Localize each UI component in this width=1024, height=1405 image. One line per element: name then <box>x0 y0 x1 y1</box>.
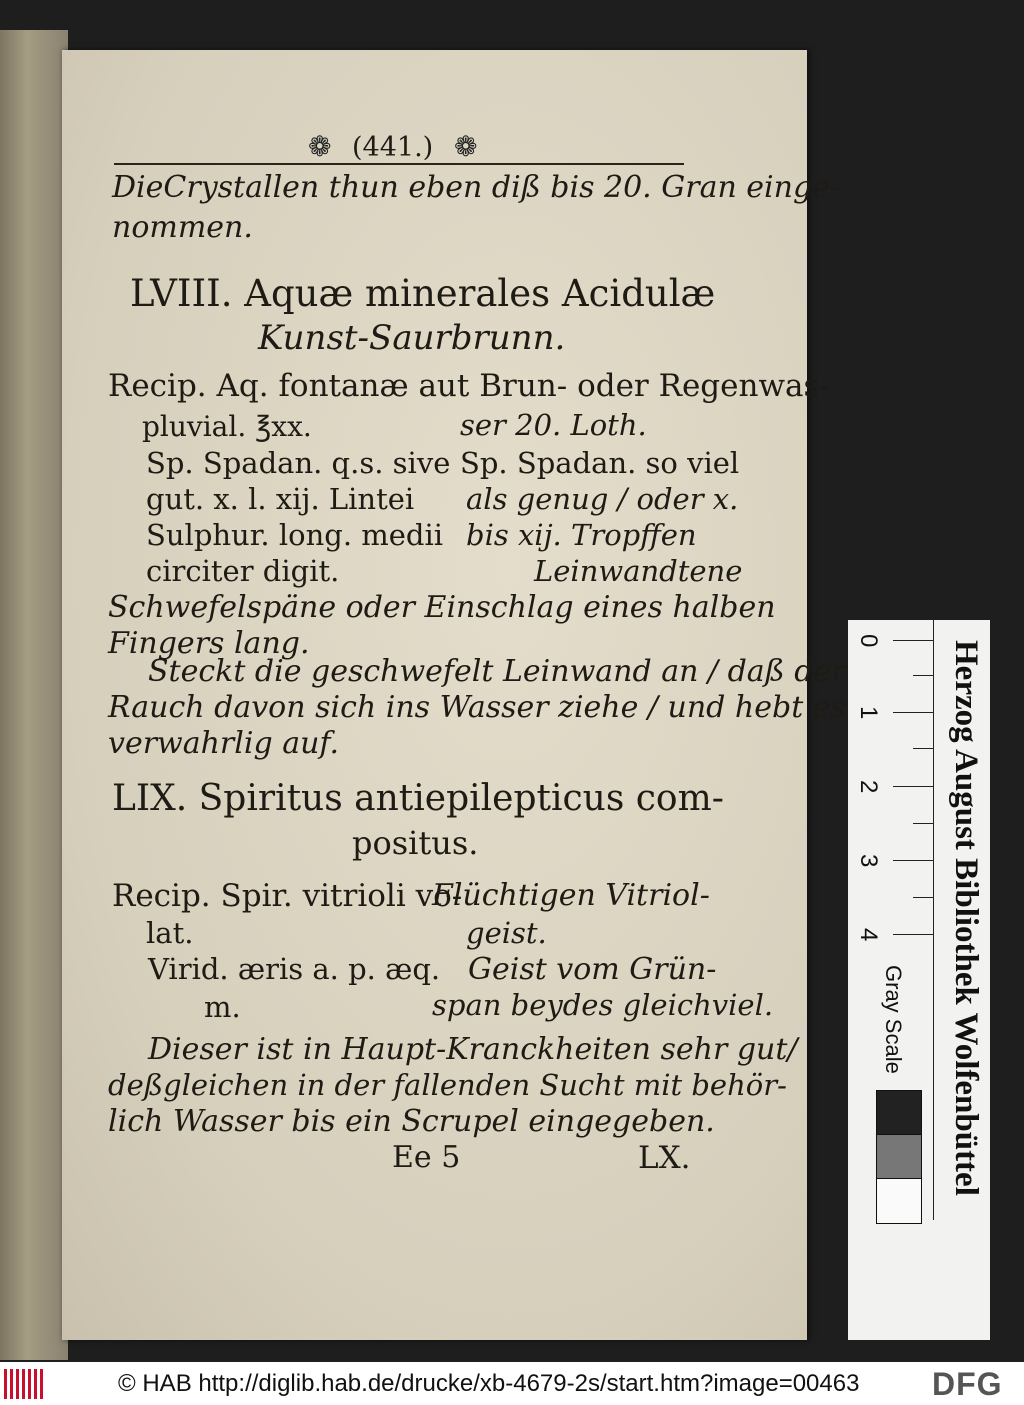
centimeter-ruler <box>848 620 934 1220</box>
ruler-number: 4 <box>855 928 882 942</box>
paragraph-line: Steckt die geschwefelt Leinwand an / daß der <box>148 654 846 689</box>
ruler-tick <box>893 786 933 787</box>
recipe-latin: gut. x. l. xij. Lintei <box>146 482 415 516</box>
dfg-logo: DFG <box>932 1366 1003 1402</box>
paragraph-line: Rauch davon sich ins Wasser ziehe / und hebt es <box>108 690 846 725</box>
recipe-latin: pluvial. ℥xx. <box>142 410 312 443</box>
recipe-latin: Recip. Spir. vitrioli vo- <box>112 878 463 914</box>
ruler-number: 1 <box>855 706 882 720</box>
ruler-tick <box>913 823 933 824</box>
recipe-latin: lat. <box>146 916 194 950</box>
paragraph-line: Dieser ist in Haupt-Kranckheiten sehr gut/ <box>148 1032 798 1067</box>
paragraph-line: deßgleichen in der fallenden Sucht mit behör- <box>108 1068 787 1102</box>
recipe-german: Schwefelspäne oder Einschlag eines halben <box>108 590 776 625</box>
ruler-tick <box>913 748 933 749</box>
section-heading-58: LVIII. Aquæ minerales Acidulæ <box>130 272 716 315</box>
copyright-link[interactable]: © HAB http://diglib.hab.de/drucke/xb-4679-2s/start.htm?image=00463 <box>118 1370 860 1397</box>
recipe-latin: Virid. æris a. p. æq. <box>148 952 441 986</box>
ruler-tick <box>913 897 933 898</box>
ruler-number: 0 <box>855 634 882 648</box>
header-rule <box>114 163 684 165</box>
page-number: (441.) <box>352 132 434 163</box>
recipe-latin: Sulphur. long. medii <box>146 518 444 552</box>
recipe-german: Leinwandtene <box>534 554 743 588</box>
color-scale-card <box>848 620 990 1340</box>
paragraph-line: lich Wasser bis ein Scrupel eingegeben. <box>108 1104 715 1139</box>
gray-swatch-white <box>876 1178 922 1224</box>
ruler-number: 2 <box>855 780 882 794</box>
text-line: DieCrystallen thun eben diß bis 20. Gran einge- <box>112 170 841 205</box>
recipe-german: bis xij. Tropffen <box>466 518 697 552</box>
ruler-tick <box>893 934 933 935</box>
recipe-german: Geist vom Grün- <box>468 952 717 987</box>
recipe-latin: m. <box>204 990 241 1024</box>
recipe-german: Sp. Spadan. so viel <box>460 446 740 480</box>
ruler-tick <box>913 675 933 676</box>
text-line: nommen. <box>112 210 253 245</box>
gray-swatch-mid <box>876 1134 922 1180</box>
institution-name: Herzog August Bibliothek Wolfenbüttel <box>948 640 984 1196</box>
recipe-german: span beydes gleichviel. <box>432 988 774 1022</box>
ornament-left-icon: ❁ <box>308 130 332 163</box>
recipe-german: Flüchtigen Vitriol- <box>432 878 710 913</box>
ruler-tick <box>893 712 933 713</box>
gray-scale-label: Gray Scale <box>881 965 906 1074</box>
paragraph-line: verwahrlig auf. <box>108 726 339 761</box>
ruler-number: 3 <box>855 854 882 868</box>
gray-swatch-black <box>876 1090 922 1136</box>
footer-bar <box>0 1362 1024 1405</box>
recipe-latin: Sp. Spadan. q.s. sive <box>146 446 451 480</box>
ruler-tick <box>893 860 933 861</box>
ornament-right-icon: ❁ <box>454 130 478 163</box>
recipe-german: Fingers lang. <box>108 626 310 661</box>
recipe-line: Recip. Aq. fontanæ aut Brun- oder Regenwas- <box>108 368 830 404</box>
hab-logo-icon <box>4 1369 46 1399</box>
recipe-german: ser 20. Loth. <box>460 408 647 442</box>
section-heading-58-german: Kunst-Saurbrunn. <box>258 318 566 358</box>
institution-label <box>944 640 984 1330</box>
recipe-german: als genug / oder x. <box>466 482 739 516</box>
previous-page-edge <box>0 30 68 1360</box>
catchword: LX. <box>638 1140 691 1176</box>
ruler-tick <box>893 640 933 641</box>
recipe-german: geist. <box>466 916 547 950</box>
section-heading-59-cont: positus. <box>352 824 479 862</box>
section-heading-59: LIX. Spiritus antiepilepticus com- <box>112 778 724 819</box>
recipe-latin: circiter digit. <box>146 554 340 588</box>
signature-mark: Ee 5 <box>392 1140 461 1175</box>
book-page <box>62 50 846 1340</box>
